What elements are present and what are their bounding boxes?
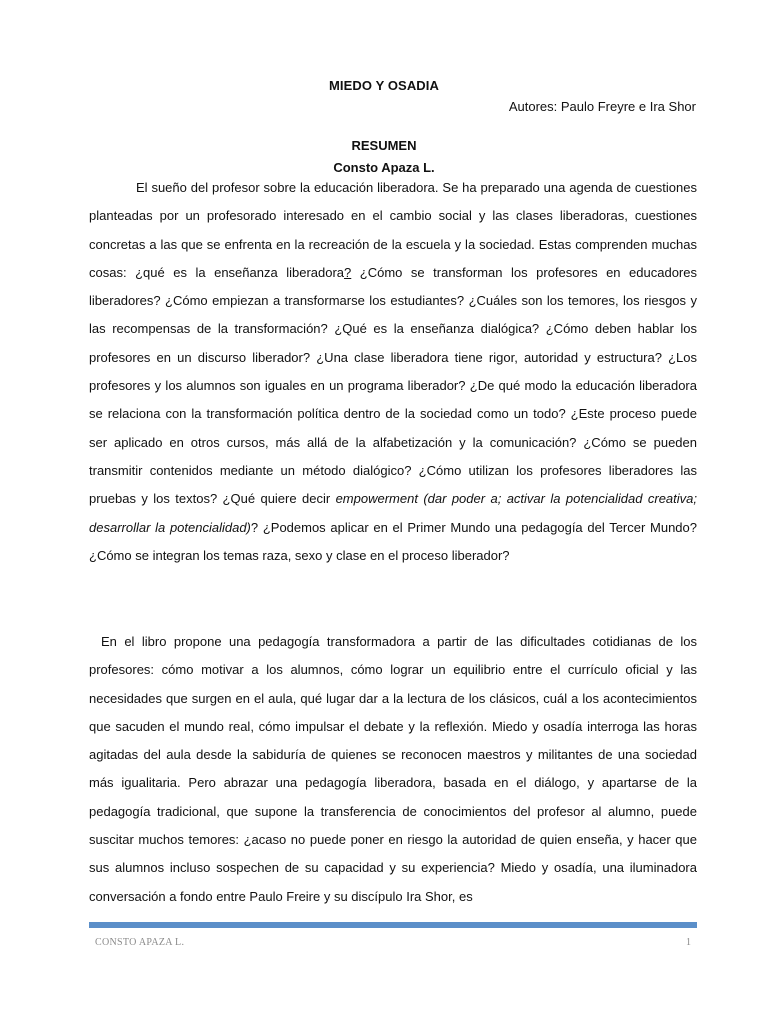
- paragraph-2: [89, 628, 697, 911]
- paragraph-1-part-3: ? ¿Podemos aplicar en el Primer Mundo una pedagogía del Tercer Mundo? ¿Cómo se integran los temas raza, sexo y clase en el proceso liberador?: [89, 519, 697, 563]
- page-number: 1: [686, 937, 691, 948]
- paragraph-1-italic: empowerment (dar poder a; activar la potencialidad creativa; desarrollar la potencialidad): [89, 491, 698, 535]
- section-heading: RESUMEN: [351, 138, 417, 153]
- paragraph-1-part-1: El sueño del profesor sobre la educación liberadora. Se ha preparado una agenda de cuestiones planteadas por un profesorado interesado en el cambio social y las clases liberadoras, cuestiones concretas a las que se enfrenta en la recreación de la escuela y la sociedad. Estas comprenden muchas cosas: ¿qué es la enseñanza liberadora: [89, 180, 697, 280]
- paragraph-1-part-2: ¿Cómo se transforman los profesores en educadores liberadores? ¿Cómo empiezan a transformarse los estudiantes? ¿Cuáles son los temores, los riesgos y las recompensas de la transformación? ¿Qué es la enseñanza dialógica? ¿Cómo deben hablar los profesores en un discurso liberador? ¿Una clase liberadora tiene rigor, autoridad y estructura? ¿Los profesores y los alumnos son iguales en un programa liberador? ¿De qué modo la educación liberadora se relaciona con la transformación política dentro de la sociedad como un todo? ¿Este proceso puede ser aplicado en otros cursos, más allá de la alfabetización y la comunicación? ¿Cómo se pueden transmitir contenidos mediante un método dialógico? ¿Cómo utilizan los profesores liberadores las pruebas y los textos? ¿Qué quiere decir: [89, 264, 697, 507]
- footer-divider: [89, 922, 697, 928]
- authors-line: Autores: Paulo Freyre e Ira Shor: [508, 99, 696, 114]
- paragraph-1-text: [89, 174, 697, 570]
- footer-author: CONSTO APAZA L.: [95, 937, 185, 948]
- summary-author: Consto Apaza L.: [333, 160, 435, 175]
- paragraph-1-underlined-mark: ?: [344, 264, 352, 280]
- paragraph-2-text: En el libro propone una pedagogía transformadora a partir de las dificultades cotidianas de los profesores: cómo motivar a los alumnos, cómo lograr un equilibrio entre el currículo oficial y las necesidades que surgen en el aula, qué lugar dar a la lectura de los clásicos, cuál a los acontecimientos que sacuden el mundo real, cómo impulsar el debate y la reflexión. Miedo y osadía interroga las horas agitadas del aula desde la sabiduría de quienes se reconocen maestros y militantes de una sociedad más igualitaria. Pero abrazar una pedagogía liberadora, basada en el diálogo, y apartarse de la pedagogía tradicional, que supone la transferencia de conocimientos del profesor al alumno, puede suscitar muchos temores: ¿acaso no puede poner en riesgo la autoridad de quien enseña, y hacer que sus alumnos incluso sospechen de su capacidad y su experiencia? Miedo y osadía, una iluminadora conversación a fondo entre Paulo Freire y su discípulo Ira Shor, es: [89, 634, 697, 904]
- paragraph-1: [89, 174, 697, 570]
- document-title: MIEDO Y OSADIA: [329, 78, 439, 93]
